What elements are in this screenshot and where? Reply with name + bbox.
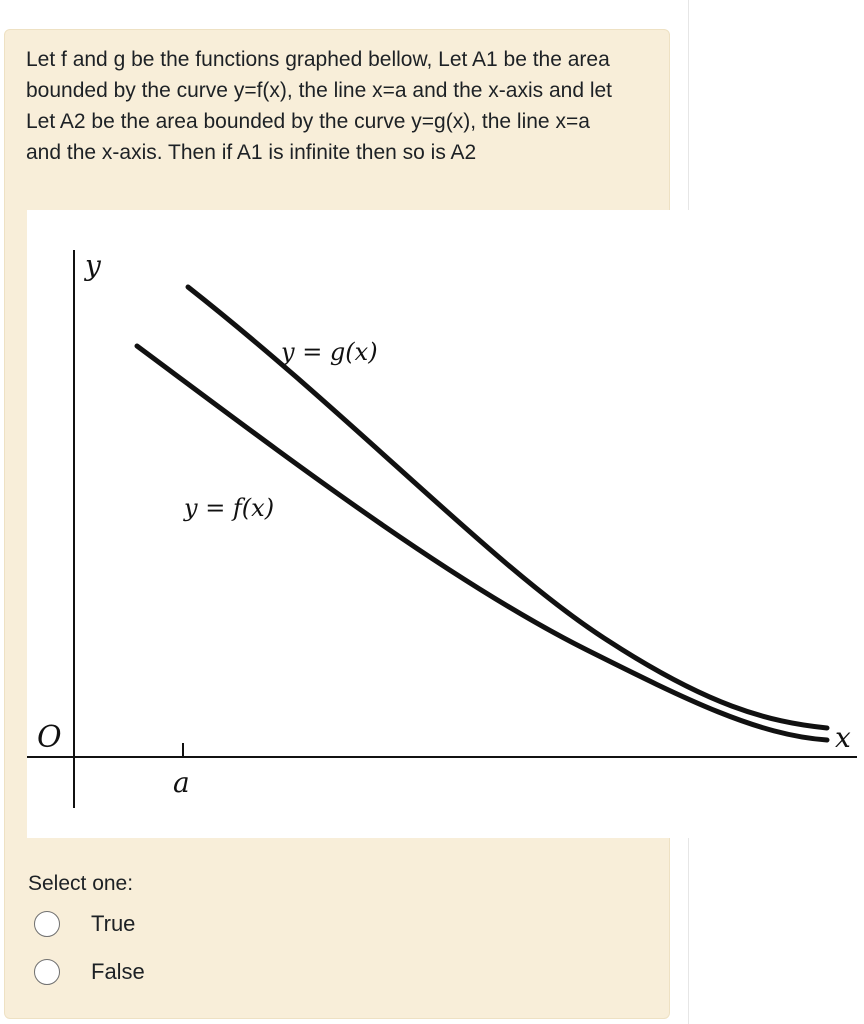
x-axis-label: x — [835, 721, 851, 754]
radio-true[interactable] — [34, 911, 60, 937]
graph-svg — [27, 210, 864, 838]
option-false-label[interactable]: False — [91, 959, 145, 984]
question-text: Let f and g be the functions graphed bellow, Let A1 be the area bounded by the curve y=f(x), the line x=a and the x-axis and let Let A2 be the area bounded by the curve y=g(x), the line x=a and the x-axis. Then if A1 is infinite then so is A2 — [26, 48, 613, 164]
select-one-label: Select one: — [28, 872, 134, 895]
option-true-label[interactable]: True — [91, 911, 136, 936]
a-label: a — [173, 766, 190, 799]
radio-false[interactable] — [34, 959, 60, 985]
option-false[interactable] — [34, 956, 145, 988]
curve-g-label: y = g(x) — [281, 338, 378, 366]
option-true[interactable] — [34, 908, 135, 940]
y-axis-label: y — [85, 249, 101, 282]
origin-label: O — [37, 720, 62, 755]
graph-figure — [27, 210, 864, 838]
curve-f-label: y = f(x) — [184, 494, 275, 522]
